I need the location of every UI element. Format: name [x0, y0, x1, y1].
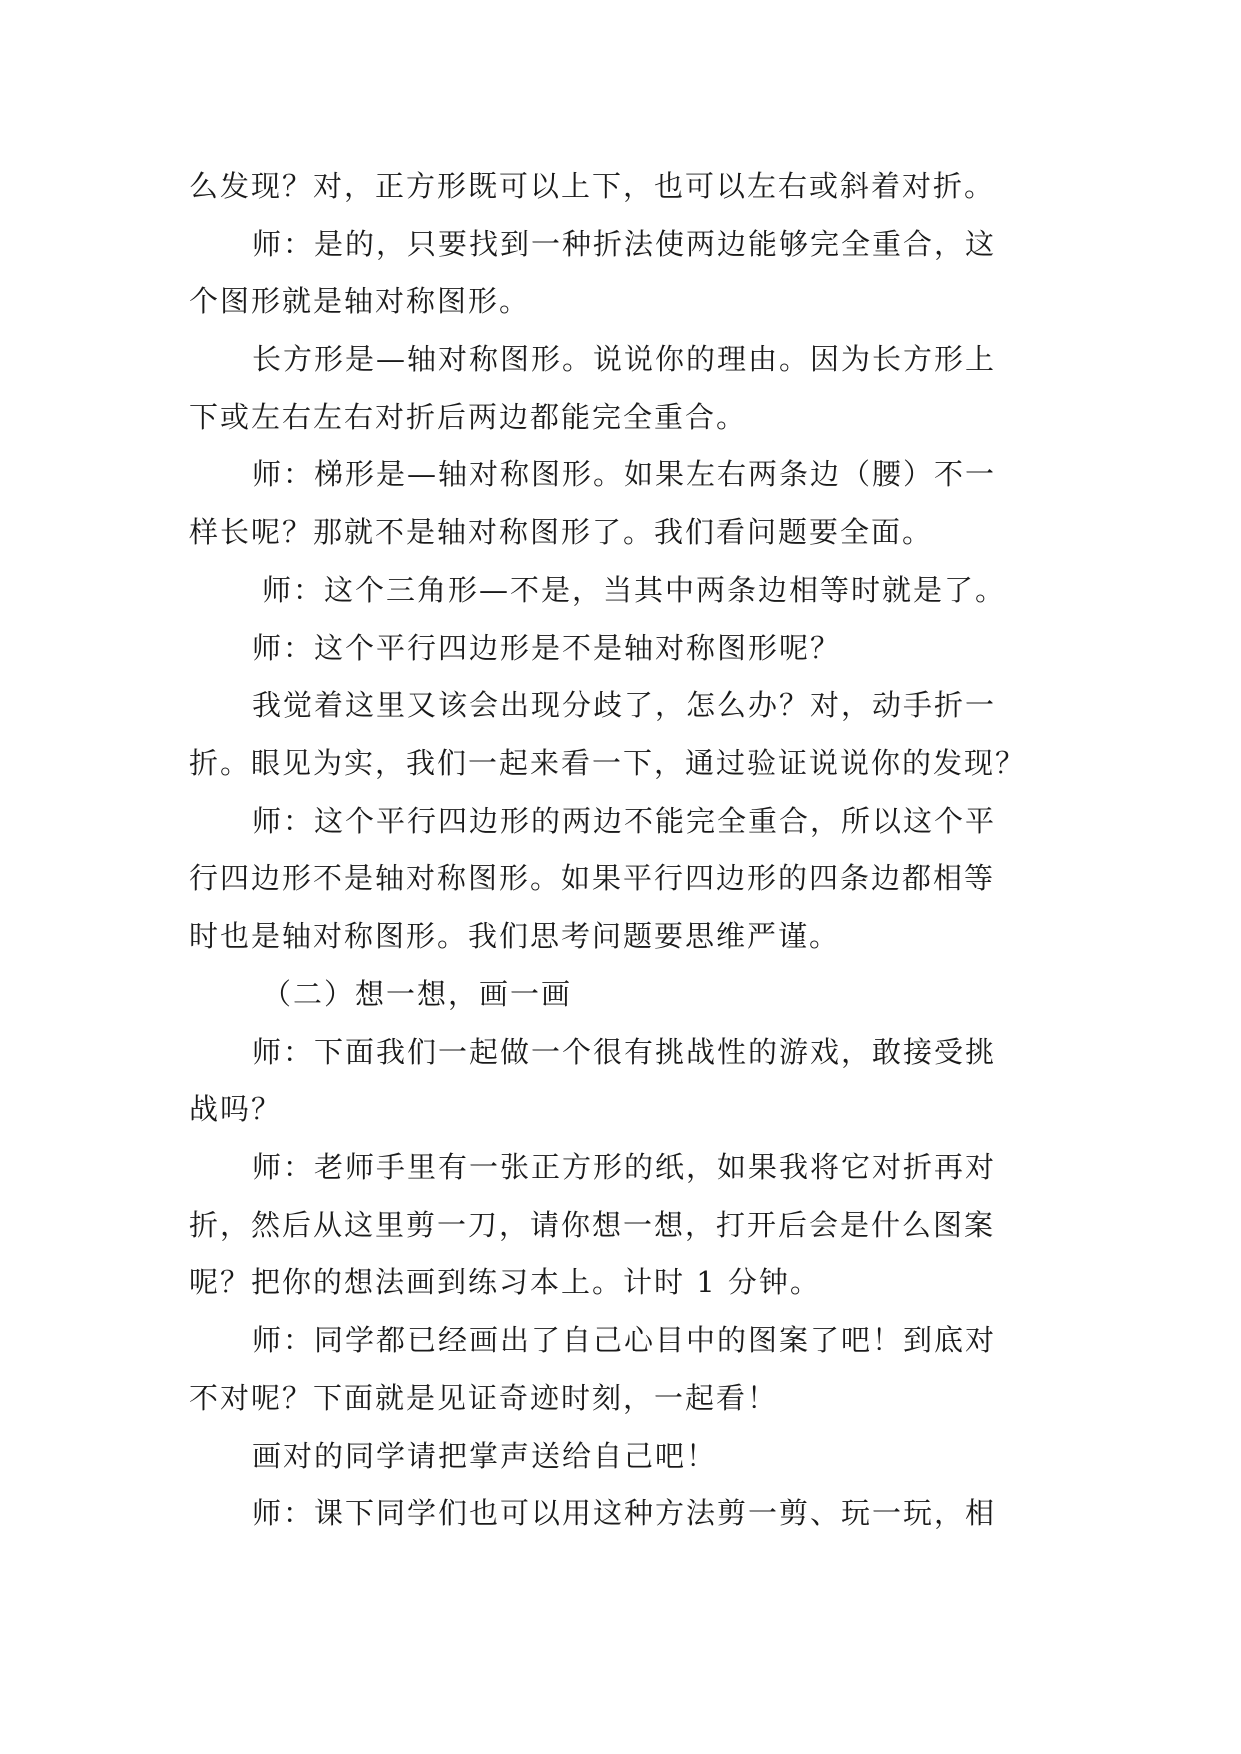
paragraph-line: 长方形是—轴对称图形。说说你的理由。因为长方形上	[252, 342, 997, 376]
paragraph-line: 行四边形不是轴对称图形。如果平行四边形的四条边都相等	[189, 861, 996, 895]
paragraph-line: 折，然后从这里剪一刀，请你想一想，打开后会是什么图案	[189, 1208, 996, 1242]
paragraph-line: 时也是轴对称图形。我们思考问题要思维严谨。	[189, 919, 841, 953]
paragraph-line: 师：下面我们一起做一个很有挑战性的游戏，敢接受挑	[252, 1035, 997, 1069]
paragraph-line: 战吗？	[189, 1092, 283, 1126]
paragraph-line: 不对呢？下面就是见证奇迹时刻，一起看！	[189, 1381, 779, 1415]
paragraph-line: 师：这个平行四边形的两边不能完全重合，所以这个平	[252, 804, 997, 838]
paragraph-line: 样长呢？那就不是轴对称图形了。我们看问题要全面。	[189, 515, 934, 549]
paragraph-line: 师：同学都已经画出了自己心目中的图案了吧！到底对	[252, 1323, 997, 1357]
paragraph-line: 师：老师手里有一张正方形的纸，如果我将它对折再对	[252, 1150, 997, 1184]
paragraph-line: 师：课下同学们也可以用这种方法剪一剪、玩一玩，相	[252, 1496, 997, 1530]
paragraph-line: 我觉着这里又该会出现分歧了，怎么办？对，动手折一	[252, 688, 997, 722]
paragraph-line: 折。眼见为实，我们一起来看一下，通过验证说说你的发现？	[189, 746, 1027, 780]
paragraph-line: 师：梯形是—轴对称图形。如果左右两条边（腰）不一	[252, 457, 997, 491]
paragraph-line: 呢？把你的想法画到练习本上。计时 1 分钟。	[189, 1265, 821, 1299]
paragraph-line: 师：是的，只要找到一种折法使两边能够完全重合，这	[252, 227, 997, 261]
paragraph-line: 画对的同学请把掌声送给自己吧！	[252, 1439, 718, 1473]
paragraph-line: 么发现？对，正方形既可以上下，也可以左右或斜着对折。	[189, 169, 996, 203]
paragraph-line: 个图形就是轴对称图形。	[189, 284, 531, 318]
paragraph-line: 下或左右左右对折后两边都能完全重合。	[189, 400, 748, 434]
paragraph-line: 师：这个三角形—不是，当其中两条边相等时就是了。	[262, 573, 1007, 607]
paragraph-line: 师：这个平行四边形是不是轴对称图形呢？	[252, 631, 842, 665]
section-heading: （二）想一想，画一画	[262, 977, 573, 1011]
